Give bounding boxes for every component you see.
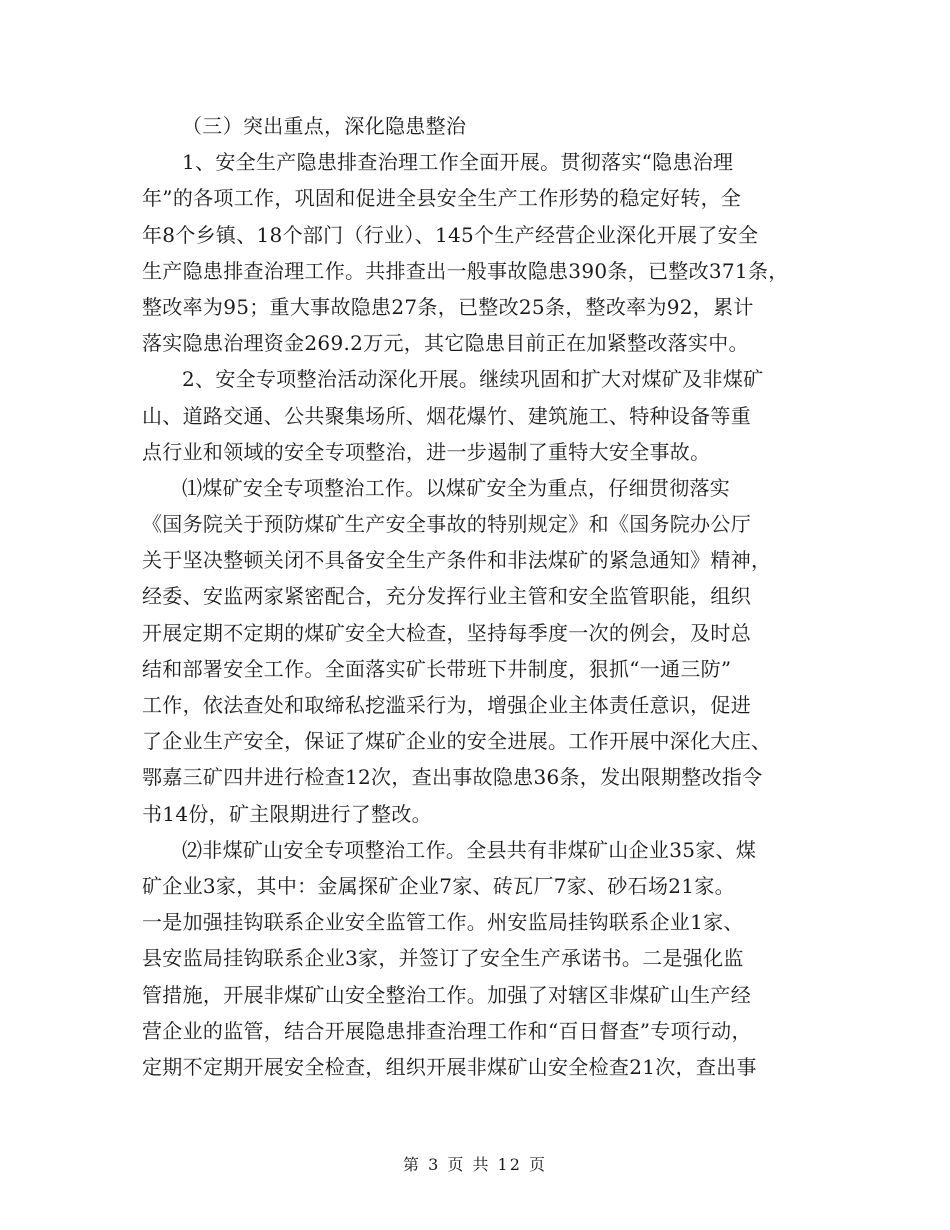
paragraph-line: 结和部署安全工作。全面落实矿长带班下井制度，狠抓“一通三防” bbox=[142, 656, 732, 681]
paragraph-line: 书14份，矿主限期进行了整改。 bbox=[142, 801, 432, 826]
paragraph-line: 关于坚决整顿关闭不具备安全生产条件和非法煤矿的紧急通知》精神， bbox=[142, 548, 772, 573]
paragraph-line: 年8个乡镇、18个部门（行业）、145个生产经营企业深化开展了安全 bbox=[142, 222, 759, 247]
paragraph-line: 矿企业3家，其中：金属探矿企业7家、砖瓦厂7家、砂石场21家。 bbox=[142, 873, 735, 898]
paragraph-line: 1、安全生产隐患排查治理工作全面开展。贯彻落实“隐患治理 bbox=[182, 150, 734, 175]
paragraph-line: 管措施，开展非煤矿山安全整治工作。加强了对辖区非煤矿山生产经 bbox=[142, 982, 751, 1007]
paragraph-line: 落实隐患治理资金269.2万元，其它隐患目前正在加紧整改落实中。 bbox=[142, 331, 749, 356]
paragraph-line: 生产隐患排查治理工作。共排查出一般事故隐患390条，已整改371条， bbox=[142, 258, 789, 283]
paragraph-line: 工作，依法查处和取缔私挖滥采行为，增强企业主体责任意识，促进 bbox=[142, 693, 751, 717]
document-body bbox=[142, 108, 842, 1085]
paragraph-line: 经委、安监两家紧密配合，充分发挥行业主管和安全监管职能，组织 bbox=[142, 584, 751, 609]
paragraph-line: 定期不定期开展安全检查，组织开展非煤矿山安全检查21次，查出事 bbox=[142, 1054, 757, 1079]
paragraph-line: 《国务院关于预防煤矿生产安全事故的特别规定》和《国务院办公厅 bbox=[142, 512, 751, 537]
paragraph-line: 山、道路交通、公共聚集场所、烟花爆竹、建筑施工、特种设备等重 bbox=[142, 403, 751, 428]
paragraph-line: 县安监局挂钩联系企业3家，并签订了安全生产承诺书。二是强化监 bbox=[142, 946, 744, 971]
paragraph-line: 鄂嘉三矿四井进行检查12次，查出事故隐患36条，发出限期整改指令 bbox=[142, 765, 763, 790]
paragraph-line: 开展定期不定期的煤矿安全大检查，坚持每季度一次的例会，及时总 bbox=[142, 620, 751, 645]
section-heading: （三）突出重点，深化隐患整治 bbox=[182, 114, 467, 138]
paragraph-line: 年”的各项工作，巩固和促进全县安全生产工作形势的稳定好转，全 bbox=[142, 186, 742, 211]
paragraph-line: 整改率为95；重大事故隐患27条，已整改25条，整改率为92，累计 bbox=[142, 294, 754, 319]
paragraph-line: 点行业和领域的安全专项整治，进一步遏制了重特大安全事故。 bbox=[142, 439, 711, 464]
paragraph-line: 2、安全专项整治活动深化开展。继续巩固和扩大对煤矿及非煤矿 bbox=[182, 367, 764, 392]
page-number-footer: 第 3 页 共 12 页 bbox=[403, 1155, 547, 1174]
paragraph-line: 营企业的监管，结合开展隐患排查治理工作和“百日督查”专项行动， bbox=[142, 1018, 752, 1043]
paragraph-line: 一是加强挂钩联系企业安全监管工作。州安监局挂钩联系企业1家、 bbox=[142, 910, 744, 935]
paragraph-line: ⑴煤矿安全专项整治工作。以煤矿安全为重点，仔细贯彻落实 bbox=[182, 475, 731, 500]
paragraph-line: ⑵非煤矿山安全专项整治工作。全县共有非煤矿山企业35家、煤 bbox=[182, 837, 757, 862]
paragraph-line: 了企业生产安全，保证了煤矿企业的安全进展。工作开展中深化大庄、 bbox=[142, 729, 772, 754]
